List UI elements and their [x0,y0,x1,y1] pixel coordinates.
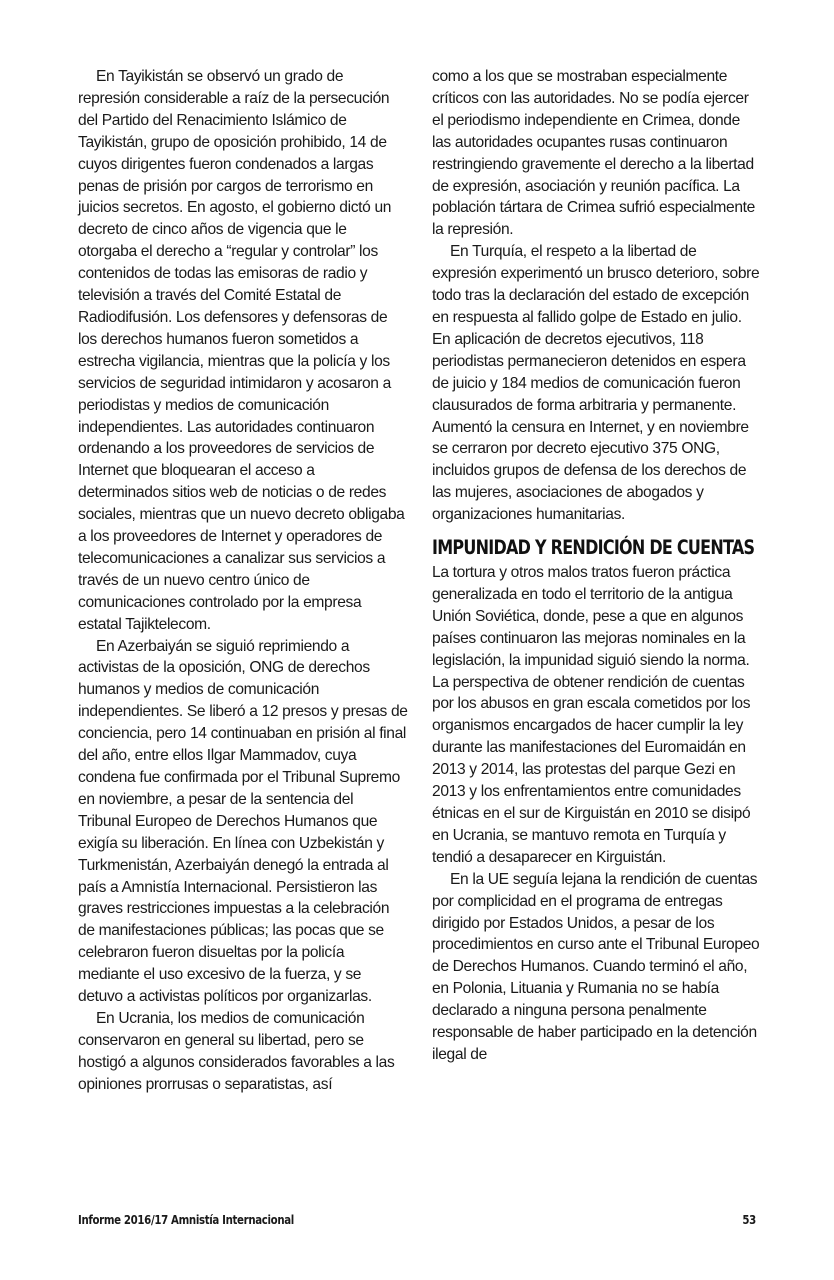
paragraph-ucrania: En Ucrania, los medios de comunicación conservaron en general su libertad, pero se hostigó a algunos considerados favorables a las opiniones prorrusas o separatistas, así [78,1009,395,1093]
page-number: 53 [742,1213,756,1227]
section-heading: IMPUNIDAD Y RENDICIÓN DE CUENTAS [432,536,755,560]
left-column [78,66,408,1096]
paragraph-tayikistan: En Tayikistán se observó un grado de represión considerable a raíz de la persecución del Partido del Renacimiento Islámico de Tayikistán, grupo de oposición prohibido, 14 de cuyos dirigentes fueron condenados a largas penas de prisión por cargos de terrorismo en juicios secretos. En agosto, el gobierno dictó un decreto de cinco años de vigencia que le otorgaba el derecho a “regular y controlar” los contenidos de todas las emisoras de radio y televisión a través del Comité Estatal de Radiodifusión. Los defensores y defensoras de los derechos humanos fueron sometidos a estrecha vigilancia, mientras que la policía y los servicios de seguridad intimidaron y acosaron a periodistas y medios de comunicación independientes. Las autoridades continuaron ordenando a los proveedores de servicios de Internet que bloquearan el acceso a determinados sitios web de noticias o de redes sociales, mientras que un nuevo decreto obligaba a los proveedores de Internet y operadores de telecomunicaciones a canalizar sus servicios a través de un nuevo centro único de comunicaciones controlado por la empresa estatal Tajiktelecom. [78,68,405,633]
paragraph-impunidad: La tortura y otros malos tratos fueron práctica generalizada en todo el territorio de la antigua Unión Soviética, donde, pese a que en algunos países continuaron las mejoras nominales en la legislación, la impunidad siguió siendo la norma. La perspectiva de obtener rendición de cuentas por los abusos en gran escala cometidos por los organismos encargados de hacer cumplir la ley durante las manifestaciones del Euromaidán en 2013 y 2014, las protestas del parque Gezi en 2013 y los enfrentamientos entre comunidades étnicas en el sur de Kirguistán en 2010 se disipó en Ucrania, se mantuvo remota en Turquía y tendió a desaparecer en Kirguistán. [432,564,751,866]
paragraph-ue: En la UE seguía lejana la rendición de cuentas por complicidad en el programa de entregas dirigido por Estados Unidos, a pesar de los procedimientos en curso ante el Tribunal Europeo de Derechos Humanos. Cuando terminó el año, en Polonia, Lituania y Rumania no se había declarado a ninguna persona penalmente responsable de haber participado en la detención ilegal de [432,870,760,1063]
paragraph-azerbaiyan: En Azerbaiyán se siguió reprimiendo a activistas de la oposición, ONG de derechos humanos y medios de comunicación independientes. Se liberó a 12 presos y presas de conciencia, pero 14 continuaban en prisión al final del año, entre ellos Ilgar Mammadov, cuya condena fue confirmada por el Tribunal Supremo en noviembre, a pesar de la sentencia del Tribunal Europeo de Derechos Humanos que exigía su liberación. En línea con Uzbekistán y Turkmenistán, Azerbaiyán denegó la entrada al país a Amnistía Internacional. Persistieron las graves restricciones impuestas a la celebración de manifestaciones públicas; las pocas que se celebraron fueron disueltas por la policía mediante el uso excesivo de la fuerza, y se detuvo a activistas políticos por organizarlas. [78,637,408,1006]
paragraph-continuation: como a los que se mostraban especialmente críticos con las autoridades. No se podía ejercer el periodismo independiente en Crimea, donde las autoridades ocupantes rusas continuaron restringiendo gravemente el derecho a la libertad de expresión, asociación y reunión pacífica. La población tártara de Crimea sufrió especialmente la represión. [432,68,755,239]
paragraph-turquia: En Turquía, el respeto a la libertad de expresión experimentó un brusco deterioro, sobre todo tras la declaración del estado de excepción en respuesta al fallido golpe de Estado en julio. En aplicación de decretos ejecutivos, 118 periodistas permanecieron detenidos en espera de juicio y 184 medios de comunicación fueron clausurados de forma arbitraria y permanente. Aumentó la censura en Internet, y en noviembre se cerraron por decreto ejecutivo 375 ONG, incluidos grupos de defensa de los derechos de las mujeres, asociaciones de abogados y organizaciones humanitarias. [432,243,760,524]
footer-publication: Informe 2016/17 Amnistía Internacional [78,1213,294,1227]
right-column [432,66,762,1066]
